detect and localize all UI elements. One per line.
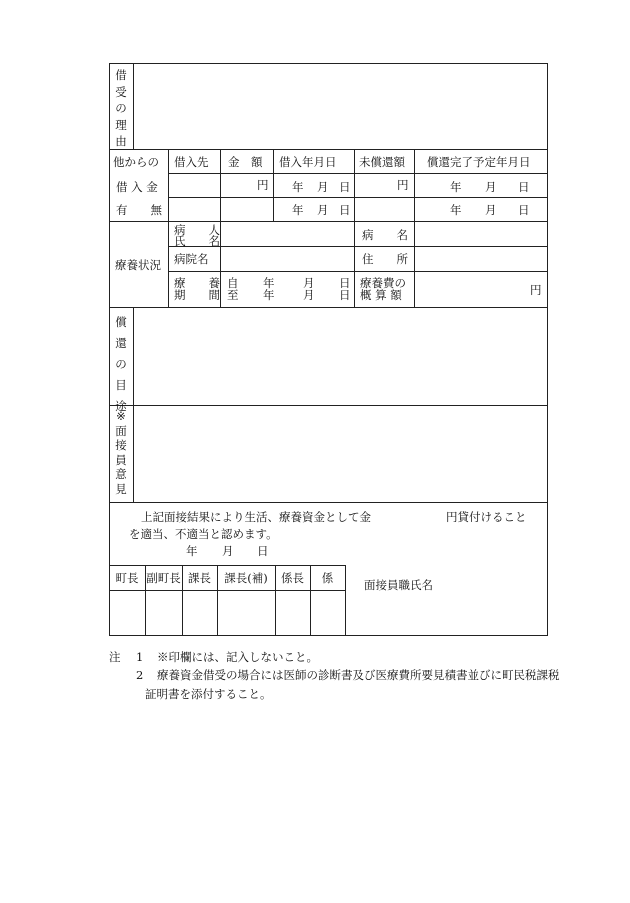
yen-unit: 円: [257, 178, 269, 192]
disease-label: 病 名: [362, 228, 408, 242]
address-label: 住 所: [362, 252, 408, 266]
role-staff: 係: [321, 571, 334, 585]
reason-field[interactable]: [135, 65, 546, 148]
period-label-1: 療 養: [174, 276, 220, 290]
conclusion-line1-tail: 円貸付けること: [446, 510, 527, 524]
hospital-label: 病院名: [174, 252, 209, 266]
role-assistant-chief: 課長(補): [224, 571, 268, 585]
stamp-box-deputy-mayor[interactable]: [146, 591, 182, 635]
day-unit: 日: [339, 276, 351, 290]
year-unit: 年: [292, 203, 304, 217]
month-unit: 月: [317, 203, 329, 217]
note-1-number: 1: [136, 650, 144, 664]
stamp-box-staff[interactable]: [311, 591, 345, 635]
frame-bottom: [109, 635, 548, 636]
role-subsection-chief: 係長: [281, 571, 304, 585]
stamp-box-subsection-chief[interactable]: [276, 591, 310, 635]
divider: [168, 197, 548, 198]
day-unit: 日: [339, 288, 351, 302]
conclusion-line1: 上記面接結果により生活、療養資金として金: [141, 510, 371, 524]
divider: [109, 149, 548, 150]
divider: [168, 271, 548, 272]
day-unit: 日: [518, 180, 530, 194]
day-unit: 日: [257, 544, 269, 558]
stamp-box-section-chief[interactable]: [183, 591, 217, 635]
note-1-text: ※印欄には、記入しないこと。: [157, 650, 318, 664]
divider: [414, 149, 415, 308]
month-unit: 月: [222, 544, 234, 558]
conclusion-line2: を適当、不適当と認めます。: [129, 527, 278, 541]
interviewer-name-label: 面接員職氏名: [364, 578, 433, 592]
note-2-continuation: 証明書を添付すること。: [145, 687, 272, 701]
notes-prefix: 注: [109, 650, 121, 664]
stamp-box-mayor[interactable]: [110, 591, 145, 635]
from-label: 自: [227, 276, 239, 290]
divider: [220, 149, 221, 222]
divider: [109, 405, 548, 406]
note-2-text: 療養資金借受の場合には医師の診断書及び医療費所要見積書並びに町民税課税: [157, 668, 560, 682]
divider: [133, 63, 134, 150]
other-loans-label-3: 有 無: [116, 203, 162, 217]
other-loans-label-1: 他からの: [113, 155, 159, 169]
interviewer-opinion-field[interactable]: [135, 407, 546, 501]
divider: [273, 149, 274, 222]
divider: [109, 307, 548, 308]
patient-name-label-1: 病 人: [174, 223, 220, 237]
cost-label-1: 療養費の: [360, 276, 406, 290]
divider: [168, 246, 548, 247]
role-mayor: 町長: [115, 571, 139, 585]
month-unit: 月: [485, 180, 497, 194]
divider: [109, 221, 548, 222]
day-unit: 日: [518, 203, 530, 217]
header-unpaid: 未償還額: [359, 155, 405, 169]
divider: [354, 149, 355, 308]
usage-field[interactable]: [135, 309, 546, 404]
header-lender: 借入先: [174, 155, 209, 169]
divider: [345, 565, 346, 636]
month-unit: 月: [485, 203, 497, 217]
month-unit: 月: [317, 180, 329, 194]
year-unit: 年: [186, 544, 198, 558]
divider: [168, 149, 169, 308]
period-label-2: 期 間: [174, 288, 220, 302]
divider: [168, 173, 548, 174]
day-unit: 日: [339, 180, 351, 194]
patient-name-label-2: 氏 名: [174, 234, 220, 248]
interviewer-opinion-label: ※ 面 接 員 意 見: [115, 409, 127, 496]
usage-label: 償 還 の 目 途: [115, 315, 127, 413]
role-section-chief: 課長: [188, 571, 211, 585]
cost-label-2: 概 算 額: [360, 288, 402, 302]
month-unit: 月: [303, 288, 315, 302]
divider: [109, 502, 548, 503]
day-unit: 日: [339, 203, 351, 217]
header-date: 借入年月日: [279, 155, 337, 169]
month-unit: 月: [303, 276, 315, 290]
year-unit: 年: [450, 180, 462, 194]
yen-unit: 円: [530, 283, 542, 297]
year-unit: 年: [292, 180, 304, 194]
role-deputy-mayor: 副町長: [146, 571, 181, 585]
stamp-box-assistant-chief[interactable]: [218, 591, 275, 635]
medical-label: 療養状況: [115, 258, 161, 272]
year-unit: 年: [263, 288, 275, 302]
divider: [133, 307, 134, 503]
divider: [220, 271, 221, 308]
year-unit: 年: [450, 203, 462, 217]
reason-label: 借 受 の 理 由: [115, 68, 127, 148]
yen-unit: 円: [397, 178, 409, 192]
header-amount: 金 額: [228, 155, 263, 169]
other-loans-label-2: 借 入 金: [116, 180, 158, 194]
divider: [220, 246, 221, 272]
header-completion: 償還完了予定年月日: [427, 155, 531, 169]
year-unit: 年: [263, 276, 275, 290]
divider: [220, 221, 221, 247]
frame-top: [109, 63, 548, 64]
to-label: 至: [227, 288, 239, 302]
note-2-number: 2: [136, 668, 144, 682]
